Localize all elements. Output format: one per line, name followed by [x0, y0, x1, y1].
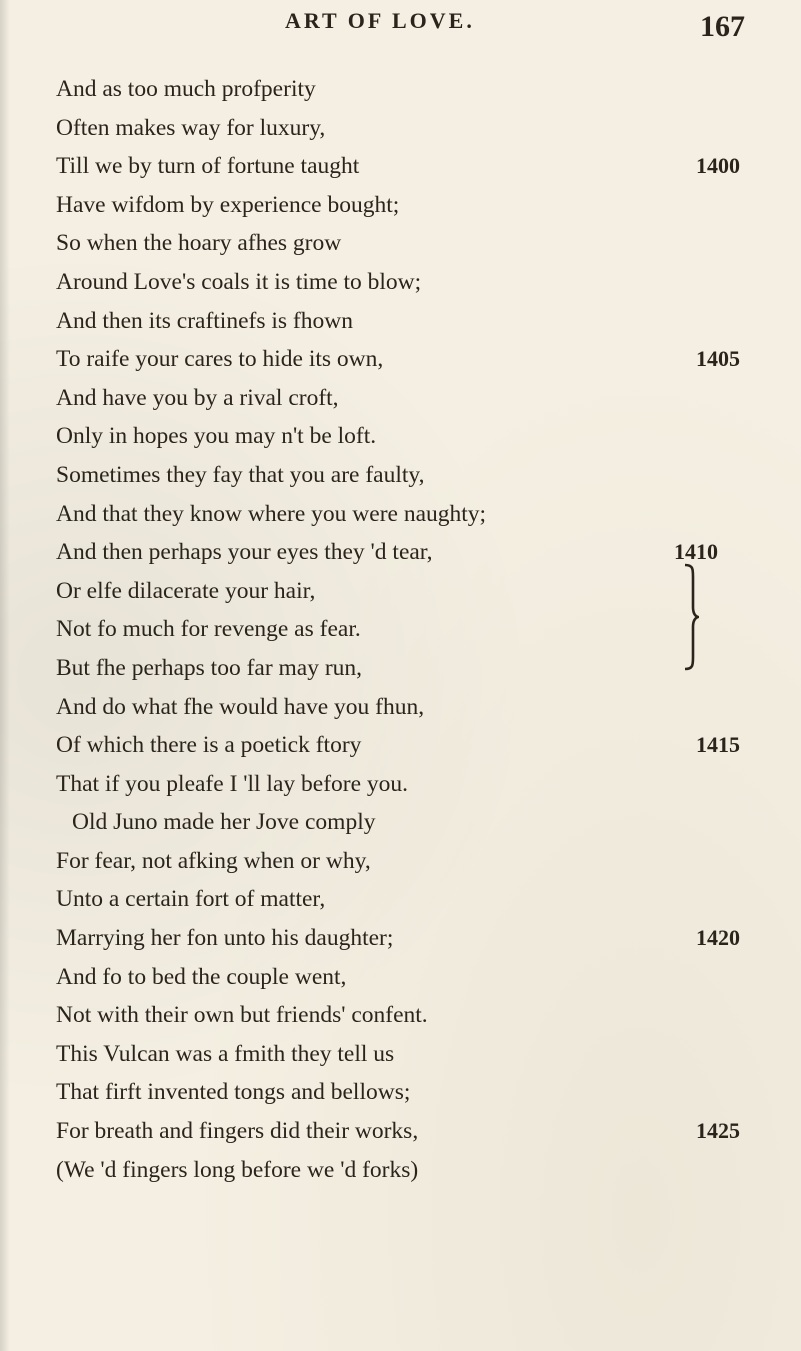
verse-line: Only in hopes you may n't be loft. [56, 423, 377, 450]
verse-line: And then perhaps your eyes they 'd tear, 1410 [56, 533, 756, 572]
verse-line: That if you pleafe I 'll lay before you. [56, 770, 409, 797]
verse-line: This Vulcan was a fmith they tell us [56, 1040, 395, 1067]
line-number: 1415 [696, 732, 740, 758]
verse-line: And do what fhe would have you fhun, [56, 693, 425, 720]
verse-line: And as too much profperity [56, 76, 316, 102]
verse-line: (We 'd fingers long before we 'd forks) [56, 1156, 419, 1183]
verse-line: Sometimes they fay that you are faulty, [56, 461, 425, 488]
verse-line: Marrying her fon unto his daughter; 1420 [56, 919, 756, 958]
page-number: 167 [700, 10, 745, 43]
verse-line: But fhe perhaps too far may run, [56, 654, 363, 681]
verse-line: Not fo much for revenge as fear. [56, 616, 361, 643]
triplet-brace [683, 563, 699, 671]
line-number: 1410 [674, 539, 718, 565]
verse-line: And that they know where you were naughty; [56, 500, 487, 527]
verse-line: Often makes way for luxury, [56, 114, 326, 141]
verse-line: And fo to bed the couple went, [56, 963, 347, 990]
line-number: 1400 [696, 153, 740, 179]
verse-line: Or elfe dilacerate your hair, [56, 577, 316, 604]
line-number: 1425 [696, 1118, 740, 1144]
verse-line: Unto a certain fort of matter, [56, 886, 326, 913]
line-number: 1420 [696, 925, 740, 951]
verse-line: For breath and fingers did their works, 1425 [56, 1112, 756, 1151]
verse-line: Around Love's coals it is time to blow; [56, 268, 422, 295]
verse-line: Till we by turn of fortune taught 1400 [56, 147, 756, 186]
verse-line: Old Juno made her Jove comply [72, 809, 376, 836]
verse-line: So when the hoary afhes grow [56, 230, 342, 257]
verse-line: Have wifdom by experience bought; [56, 191, 400, 218]
verse-line: Not with their own but friends' confent. [56, 1002, 428, 1029]
line-number: 1405 [696, 346, 740, 372]
poem-body [56, 70, 756, 1189]
verse-line: And then its craftinefs is fhown [56, 307, 353, 334]
page-gutter-shadow [0, 0, 10, 1351]
verse-line: To raife your cares to hide its own, 1405 [56, 340, 756, 379]
verse-line: That firft invented tongs and bellows; [56, 1079, 411, 1106]
verse-line: Of which there is a poetick ftory 1415 [56, 726, 756, 765]
verse-line: For fear, not afking when or why, [56, 847, 371, 874]
running-title: ART OF LOVE. [285, 8, 475, 33]
verse-line: And have you by a rival croft, [56, 384, 339, 411]
